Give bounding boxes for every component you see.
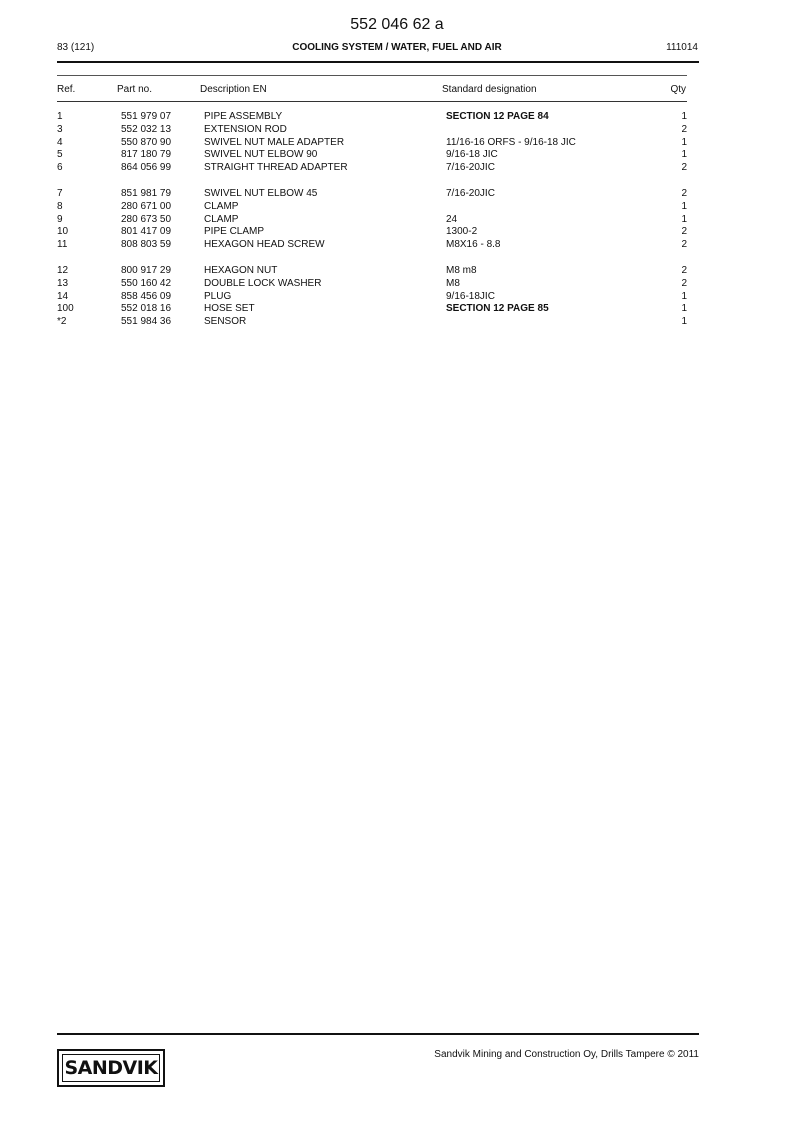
row-ref: 3 <box>57 123 63 135</box>
table-row <box>0 302 794 315</box>
row-qty: 2 <box>681 265 687 276</box>
table-row <box>0 290 794 303</box>
row-description: PLUG <box>204 290 232 302</box>
row-standard-designation: SECTION 12 PAGE 85 <box>446 303 549 315</box>
row-ref: 9 <box>57 213 63 225</box>
row-description: PIPE ASSEMBLY <box>204 111 283 122</box>
row-qty: 1 <box>681 200 687 212</box>
row-standard-designation: 9/16-18JIC <box>446 290 495 302</box>
row-part-no: 800 917 29 <box>121 265 172 276</box>
row-description: SWIVEL NUT MALE ADAPTER <box>204 136 345 148</box>
row-ref: 7 <box>57 188 63 199</box>
row-part-no: 864 056 99 <box>121 162 172 174</box>
row-part-no: 858 456 09 <box>121 290 172 302</box>
row-ref: 14 <box>57 290 69 302</box>
row-description: STRAIGHT THREAD ADAPTER <box>204 162 348 174</box>
row-description: HEXAGON HEAD SCREW <box>204 239 325 251</box>
row-ref: 100 <box>57 303 74 315</box>
section-title: COOLING SYSTEM / WATER, FUEL AND AIR <box>292 42 502 53</box>
row-description: DOUBLE LOCK WASHER <box>204 277 322 289</box>
row-standard-designation: M8X16 - 8.8 <box>446 239 501 251</box>
table-row <box>0 136 794 149</box>
column-header-part-no: Part no. <box>117 84 153 95</box>
table-row <box>0 123 794 136</box>
table-row <box>0 213 794 226</box>
row-part-no: 280 673 50 <box>121 213 172 225</box>
table-row <box>0 238 794 251</box>
document-date: 111014 <box>666 42 698 53</box>
row-standard-designation: 7/16-20JIC <box>446 162 495 174</box>
table-row <box>0 277 794 290</box>
column-header-qty: Qty <box>670 84 686 95</box>
row-ref: 1 <box>57 111 63 122</box>
row-description: CLAMP <box>204 200 239 212</box>
table-row <box>0 200 794 213</box>
row-part-no: 801 417 09 <box>121 226 172 238</box>
header-rule <box>57 61 699 63</box>
row-qty: 1 <box>681 213 687 225</box>
row-ref: 10 <box>57 226 69 238</box>
row-standard-designation: M8 <box>446 277 460 289</box>
table-row <box>0 110 794 123</box>
page-reference: 83 (121) <box>57 42 95 53</box>
row-description: SWIVEL NUT ELBOW 90 <box>204 149 318 161</box>
copyright-text: Sandvik Mining and Construction Oy, Drills Tampere © 2011 <box>434 1049 699 1060</box>
row-part-no: 817 180 79 <box>121 149 172 161</box>
row-standard-designation: 1300-2 <box>446 226 478 238</box>
row-ref: 6 <box>57 162 63 174</box>
row-qty: 2 <box>681 188 687 199</box>
row-standard-designation: 9/16-18 JIC <box>446 149 498 161</box>
row-part-no: 551 984 36 <box>121 316 172 328</box>
sandvik-logo-text: SANDVIK <box>62 1054 160 1082</box>
table-row <box>0 264 794 277</box>
table-row <box>0 187 794 200</box>
row-ref: *2 <box>57 316 67 328</box>
row-qty: 2 <box>681 239 687 251</box>
row-description: HOSE SET <box>204 303 255 315</box>
row-part-no: 550 870 90 <box>121 136 172 148</box>
row-part-no: 552 018 16 <box>121 303 172 315</box>
row-qty: 1 <box>681 136 687 148</box>
row-part-no: 280 671 00 <box>121 200 172 212</box>
table-row <box>0 161 794 174</box>
row-qty: 1 <box>681 290 687 302</box>
row-description: SENSOR <box>204 316 247 328</box>
row-ref: 13 <box>57 277 69 289</box>
row-part-no: 550 160 42 <box>121 277 172 289</box>
row-part-no: 808 803 59 <box>121 239 172 251</box>
column-header-standard-designation: Standard designation <box>442 84 537 95</box>
footer-rule <box>57 1033 699 1035</box>
row-ref: 11 <box>57 239 68 251</box>
row-description: SWIVEL NUT ELBOW 45 <box>204 188 318 199</box>
row-standard-designation: SECTION 12 PAGE 84 <box>446 111 549 122</box>
row-ref: 4 <box>57 136 63 148</box>
row-qty: 1 <box>681 303 687 315</box>
sandvik-logo <box>57 1049 165 1087</box>
row-qty: 1 <box>681 316 687 328</box>
table-top-rule <box>57 75 687 76</box>
row-standard-designation: 24 <box>446 213 458 225</box>
row-description: EXTENSION ROD <box>204 123 287 135</box>
row-ref: 12 <box>57 265 69 276</box>
row-part-no: 551 979 07 <box>121 111 172 122</box>
table-header-rule <box>57 101 687 102</box>
row-description: CLAMP <box>204 213 239 225</box>
row-qty: 2 <box>681 277 687 289</box>
row-description: HEXAGON NUT <box>204 265 278 276</box>
row-qty: 2 <box>681 162 687 174</box>
row-description: PIPE CLAMP <box>204 226 265 238</box>
row-standard-designation: M8 m8 <box>446 265 477 276</box>
row-qty: 2 <box>681 226 687 238</box>
row-part-no: 851 981 79 <box>121 188 172 199</box>
table-row <box>0 148 794 161</box>
table-row <box>0 315 794 328</box>
column-header-ref: Ref. <box>57 84 76 95</box>
row-ref: 5 <box>57 149 63 161</box>
row-standard-designation: 7/16-20JIC <box>446 188 495 199</box>
row-ref: 8 <box>57 200 63 212</box>
row-standard-designation: 11/16-16 ORFS - 9/16-18 JIC <box>446 136 576 148</box>
document-number: 552 046 62 a <box>350 16 444 33</box>
row-qty: 2 <box>681 123 687 135</box>
row-qty: 1 <box>681 149 687 161</box>
row-qty: 1 <box>681 111 687 122</box>
row-part-no: 552 032 13 <box>121 123 172 135</box>
column-header-description: Description EN <box>200 84 267 95</box>
table-row <box>0 225 794 238</box>
